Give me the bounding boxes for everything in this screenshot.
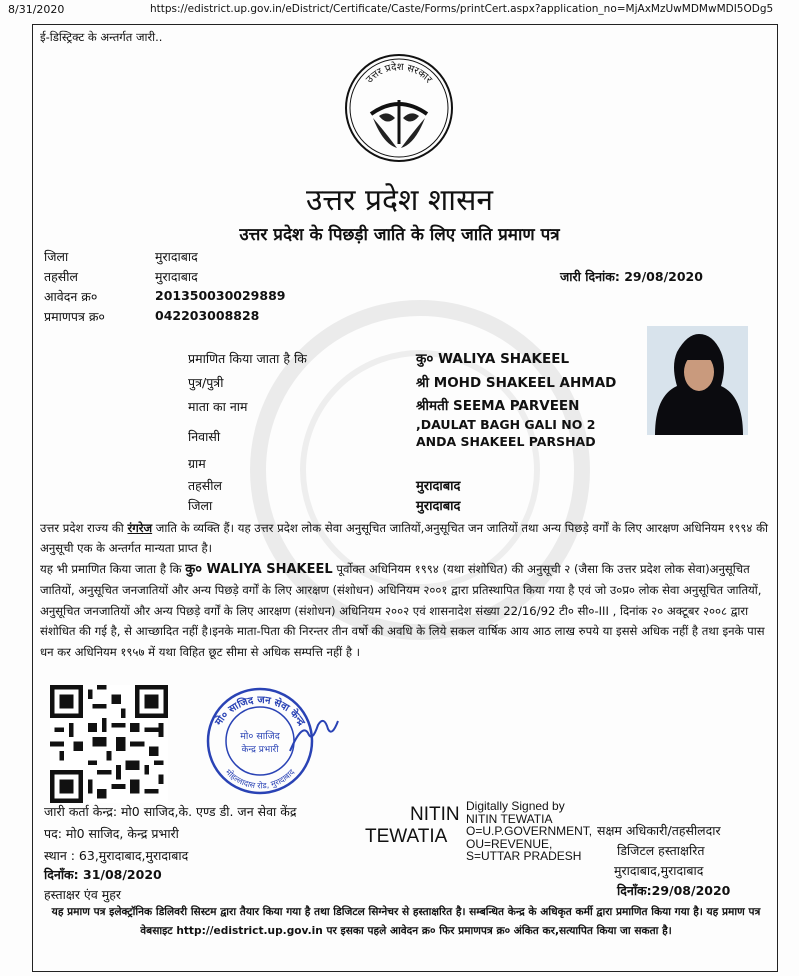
verification-qr-code — [50, 685, 168, 803]
service-center-stamp — [190, 685, 340, 797]
up-emblem-seal — [343, 52, 455, 164]
applicant-name: कु० WALIYA SHAKEEL — [416, 351, 570, 367]
signature-line-1: Digitally Signed by — [466, 799, 565, 813]
certification-text-end: पूर्वोक्त अधिनियम १९९४ (यथा संशोधित) की अनुसूची २ (जैसा कि उत्तर प्रदेश लोक सेवा)अनुसूचित जातियों, अनुसूचित जनजातियों और अन्य पिछड़े वर्गों के लिए आरक्षण (संशोधन) अधिनियम २००१ द्वारा प्रतिस्थापित किया गया है एवं जो उ०प्र० लोक सेवा अनुसूचित जातियों, अनुसूचित जनजातियों और अन्य पिछड़े वर्गों के लिए आरक्षण (संशोधन) अधिनियम २००२ एवं शासनादेश संख्या 22/16/92 टी० सी०-III , दिनांक २० अक्टूबर २००८ द्वारा संशोधित की गई है, से आच्छादित नहीं है।इनके माता-पिता की निरन्तर तीन वर्षो की अवधि के लिये सकल वार्षिक आय आठ लाख रुपये या इससे अधिक नहीं है तथा इनके पास धन कर अधिनियम १९५७ में यथा विहित छूट सीमा से अधिक सम्पत्ति नहीं है । — [40, 562, 765, 659]
applicant-photo — [647, 326, 748, 435]
resident-label: निवासी — [188, 429, 221, 444]
detail-tehsil-value: मुरादाबाद — [416, 479, 461, 494]
caste-paragraph — [40, 518, 778, 559]
meta-tehsil-value: मुरादाबाद — [155, 269, 198, 284]
issue-date: जारी दिनांक: 29/08/2020 — [560, 269, 703, 284]
issuer-post: पद: मो0 साजिद, केन्द्र प्रभारी — [44, 826, 179, 841]
address-line-2: ANDA SHAKEEL PARSHAD — [416, 434, 596, 449]
emblem-ring-text: उत्तर प्रदेश सरकार — [364, 61, 434, 86]
meta-tehsil-label: तहसील — [44, 269, 78, 284]
detail-district-label: जिला — [188, 498, 213, 513]
parent-label: पुत्र/पुत्री — [188, 375, 224, 390]
stamp-line-2: केन्द्र प्रभारी — [241, 745, 279, 755]
certificate-title: उत्तर प्रदेश शासन — [305, 183, 493, 218]
address-line-1: ,DAULAT BAGH GALI NO 2 — [416, 417, 596, 432]
certification-paragraph — [40, 559, 778, 662]
signature-line-2: NITIN TEWATIA — [466, 811, 553, 826]
signature-line-3: O=U.P.GOVERNMENT, — [466, 824, 593, 838]
caste-text-start: उत्तर प्रदेश राज्य की — [40, 521, 128, 535]
meta-district-label: जिला — [44, 249, 69, 264]
officer-place: मुरादाबाद,मुरादाबाद — [614, 863, 704, 878]
father-name: श्री MOHD SHAKEEL AHMAD — [416, 375, 617, 391]
digital-signer-last-name: TEWATIA — [365, 826, 448, 847]
meta-certificate-label: प्रमाणपत्र क्र० — [44, 309, 105, 324]
meta-certificate-number: 042203008828 — [155, 308, 260, 323]
meta-application-number: 201350030029889 — [155, 288, 286, 303]
digital-signature-details — [466, 800, 592, 863]
competent-officer-title: सक्षम अधिकारी/तहसीलदार — [597, 823, 721, 838]
digital-signer-first-name: NITIN — [410, 804, 460, 825]
certificate-subtitle: उत्तर प्रदेश के पिछड़ी जाति के लिए जाति प्रमाण पत्र — [239, 225, 560, 245]
village-label: ग्राम — [188, 456, 206, 471]
signature-line-5: S=UTTAR PRADESH — [466, 849, 582, 863]
issued-under-note: ई-डिस्ट्रिक्ट के अन्तर्गत जारी.. — [40, 30, 163, 44]
issuer-place: स्थान : 63,मुरादाबाद,मुरादाबाद — [44, 848, 189, 863]
stamp-bottom-text: मोहल्लादास रोड, मुरादाबाद — [223, 767, 297, 791]
stamp-outer-text: मो० साजिद जन सेवा केन्द्र — [213, 694, 307, 728]
officer-date: दिनाँक:29/08/2020 — [617, 883, 731, 898]
verification-footer-note: यह प्रमाण पत्र इलेक्ट्रॉनिक डिलिवरी सिस्टम द्वारा तैयार किया गया है तथा डिजिटल सिग्नेचर से हस्ताक्षरित है। सम्बन्धित केन्द्र के अधिकृत कर्मी द्वारा प्रमाणित किया गया है। यह प्रमाण पत्र वेबसाइट http://edistrict.up.gov.in पर इसका पहले आवेदन क्र० फिर प्रमाणपत्र क्र० अंकित कर,सत्यापित किया जा सकता है। — [51, 906, 761, 937]
caste-name: रंगरेज — [127, 521, 153, 535]
browser-print-date: 8/31/2020 — [8, 3, 65, 16]
stamp-line-1: मो० साजिद — [240, 731, 280, 742]
issuer-date: दिनाँक: 31/08/2020 — [44, 867, 162, 882]
mother-label: माता का नाम — [188, 399, 248, 414]
applicant-portrait-image — [647, 326, 748, 435]
signature-line-4: OU=REVENUE, — [466, 836, 553, 851]
certification-applicant-name: कु० WALIYA SHAKEEL — [185, 562, 333, 577]
detail-tehsil-label: तहसील — [188, 478, 222, 493]
meta-application-label: आवेदन क्र० — [44, 289, 98, 304]
detail-district-value: मुरादाबाद — [416, 499, 461, 514]
digitally-signed-label: डिजिटल हस्ताक्षरित — [617, 843, 705, 858]
caste-text-end: जाति के व्यक्ति हैं। यह उत्तर प्रदेश लोक सेवा अनुसूचित जातियों,अनुसूचित जन जातियों तथा अन्य पिछड़े वर्गों के लिए आरक्षण अधिनियम १९९४ की अनुसूची एक के अन्तर्गत मान्यता प्राप्त है। — [40, 521, 769, 556]
browser-print-url: https://edistrict.up.gov.in/eDistrict/Certificate/Caste/Forms/printCert.aspx?application_no=MjAxMzUwMDMwMDI5ODg5 — [150, 3, 774, 15]
certification-text-start: यह भी प्रमाणित किया जाता है कि — [40, 562, 186, 576]
certify-label: प्रमाणित किया जाता है कि — [188, 351, 307, 366]
meta-district-value: मुरादाबाद — [155, 249, 198, 264]
svg-text:उत्तर प्रदेश सरकार — [364, 61, 434, 86]
issuing-center: जारी कर्ता केन्द्र: मो0 साजिद,के. एण्ड डी. जन सेवा केंद्र — [44, 804, 297, 819]
sign-and-seal-label: हस्ताक्षर एंव मुहर — [44, 887, 121, 902]
mother-name: श्रीमती SEEMA PARVEEN — [416, 398, 580, 414]
